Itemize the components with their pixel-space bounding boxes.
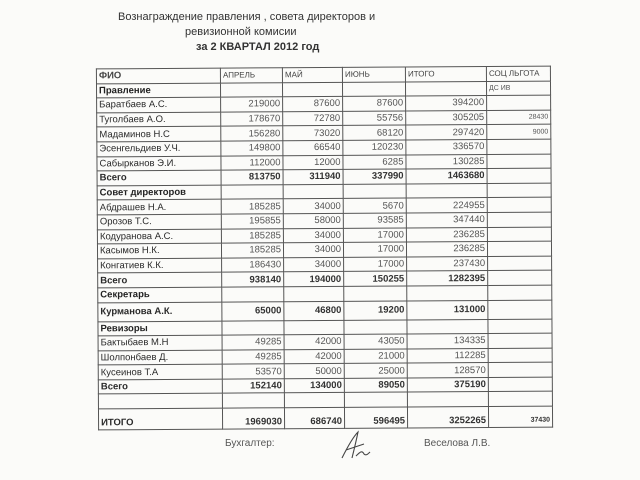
cell-april: 49285	[222, 349, 284, 364]
cell-social-benefit	[488, 319, 552, 334]
cell-june: 19200	[344, 300, 407, 319]
cell-total: 305205	[406, 110, 487, 125]
cell-may: 311940	[283, 170, 343, 185]
cell-may	[282, 82, 342, 97]
cell-total: 237430	[407, 256, 488, 271]
subheader-note: ДС ИВ	[486, 81, 550, 96]
cell-fio: Мадаминов Н.С	[97, 127, 221, 142]
cell-may: 34000	[283, 243, 343, 258]
cell-total: 134335	[407, 334, 488, 349]
cell-may: 34000	[283, 228, 343, 243]
cell-may: 66540	[283, 140, 343, 155]
cell-total: 131000	[407, 300, 488, 319]
cell-fio: Всего	[98, 379, 222, 394]
cell-june: 55756	[343, 111, 406, 126]
cell-total: 1282395	[407, 271, 488, 286]
cell-june	[344, 286, 407, 301]
cell-total	[407, 392, 488, 407]
cell-social-benefit	[487, 241, 551, 256]
cell-fio: Правление	[96, 83, 220, 98]
header-social-benefit: СОЦ ЛЬГОТА	[486, 66, 550, 81]
cell-may: 134000	[284, 378, 344, 393]
cell-social-benefit	[488, 348, 552, 363]
cell-fio: Секретарь	[98, 287, 222, 302]
cell-june: 93585	[343, 213, 406, 228]
cell-fio: Шолпонбаев Д.	[98, 350, 222, 365]
cell-fio: ИТОГО	[98, 408, 222, 430]
cell-april: 1969030	[222, 408, 284, 429]
cell-may: 42000	[284, 334, 344, 349]
cell-april	[222, 393, 284, 408]
remuneration-table	[96, 66, 553, 431]
cell-social-benefit	[488, 256, 552, 271]
cell-june: 150255	[344, 271, 407, 286]
cell-june: 17000	[343, 228, 406, 243]
cell-may: 46800	[284, 301, 344, 320]
cell-total: 375190	[407, 377, 488, 392]
cell-fio: Эсенгельдиев У.Ч.	[97, 141, 221, 156]
cell-may	[283, 184, 343, 199]
cell-june: 17000	[343, 242, 406, 257]
cell-social-benefit	[487, 168, 551, 183]
cell-social-benefit: 28430	[487, 110, 551, 125]
cell-social-benefit	[488, 392, 552, 407]
cell-june: 68120	[343, 125, 406, 140]
cell-fio: Баратбаев А.С.	[97, 97, 221, 112]
cell-may: 58000	[283, 213, 343, 228]
cell-april: 178670	[221, 112, 283, 127]
cell-fio: Совет директоров	[97, 185, 221, 200]
cell-april: 813750	[221, 170, 283, 185]
header-fio: ФИО	[96, 68, 220, 83]
cell-june: 87600	[343, 96, 406, 111]
cell-may: 34000	[283, 199, 343, 214]
cell-fio: Всего	[98, 272, 222, 287]
cell-june: 21000	[344, 349, 407, 364]
cell-may	[284, 286, 344, 301]
cell-total: 112285	[407, 348, 488, 363]
cell-fio: Кодуранова А.С.	[97, 229, 221, 244]
cell-total: 128570	[407, 363, 488, 378]
cell-april: 65000	[222, 301, 284, 320]
cell-june: 5670	[343, 198, 406, 213]
document-title-line-3: за 2 КВАРТАЛ 2012 год	[196, 41, 320, 53]
cell-june: 6285	[343, 155, 406, 170]
cell-fio: Орозов Т.С.	[97, 214, 221, 229]
cell-total: 130285	[406, 154, 487, 169]
cell-april	[222, 287, 284, 302]
cell-june	[344, 392, 407, 407]
cell-total: 347440	[406, 212, 487, 227]
cell-june: 120230	[343, 140, 406, 155]
cell-total: 224955	[406, 198, 487, 213]
cell-social-benefit	[487, 154, 551, 169]
cell-may	[284, 393, 344, 408]
cell-may: 50000	[284, 364, 344, 379]
cell-may	[284, 320, 344, 335]
cell-social-benefit	[488, 300, 552, 319]
cell-fio: Абдрашев Н.А.	[97, 199, 221, 214]
cell-social-benefit	[487, 227, 551, 242]
header-april: АПРЕЛЬ	[220, 68, 282, 83]
cell-april: 185285	[221, 199, 283, 214]
cell-social-benefit	[488, 285, 552, 300]
signature	[336, 428, 376, 464]
cell-social-benefit	[488, 377, 552, 392]
cell-social-benefit	[487, 95, 551, 110]
cell-april: 156280	[221, 126, 283, 141]
document-title-line-2: ревизионной комисии	[185, 26, 297, 38]
cell-june: 89050	[344, 378, 407, 393]
cell-april: 185285	[221, 243, 283, 258]
cell-total	[405, 81, 486, 96]
header-may: МАЙ	[282, 67, 342, 82]
cell-total: 297420	[406, 125, 487, 140]
cell-april: 152140	[222, 379, 284, 394]
cell-june	[343, 184, 406, 199]
header-total: ИТОГО	[405, 67, 486, 82]
cell-april	[221, 185, 283, 200]
cell-april: 53570	[222, 364, 284, 379]
cell-may: 194000	[284, 272, 344, 287]
cell-total: 236285	[406, 227, 487, 242]
cell-social-benefit	[487, 212, 551, 227]
cell-total: 336570	[406, 139, 487, 154]
cell-may: 686740	[284, 407, 344, 428]
cell-april: 186430	[222, 257, 284, 272]
accountant-name: Веселова Л.В.	[424, 438, 491, 449]
cell-total: 1463680	[406, 169, 487, 184]
cell-social-benefit	[488, 362, 552, 377]
cell-fio	[98, 394, 222, 409]
cell-fio: Кусеинов Т.А	[98, 364, 222, 379]
cell-june: 337990	[343, 169, 406, 184]
cell-fio: Касымов Н.К.	[97, 243, 221, 258]
cell-fio: Конгатиев К.К.	[98, 258, 222, 273]
cell-april: 195855	[221, 214, 283, 229]
cell-june	[342, 82, 405, 97]
cell-social-benefit	[488, 270, 552, 285]
cell-june: 25000	[344, 363, 407, 378]
cell-may: 34000	[284, 257, 344, 272]
cell-april	[222, 320, 284, 335]
cell-june	[344, 319, 407, 334]
cell-fio: Сабырканов Э.И.	[97, 156, 221, 171]
cell-total: 3252265	[407, 407, 488, 428]
cell-may: 72780	[283, 111, 343, 126]
cell-june: 17000	[344, 257, 407, 272]
cell-fio: Курманова А.К.	[98, 302, 222, 322]
header-june: ИЮНЬ	[342, 67, 405, 82]
cell-april: 149800	[221, 141, 283, 156]
cell-april: 49285	[222, 335, 284, 350]
cell-total: 236285	[406, 242, 487, 257]
cell-social-benefit: 37430	[488, 406, 552, 427]
cell-social-benefit	[487, 139, 551, 154]
cell-total: 394200	[406, 96, 487, 111]
cell-total	[407, 285, 488, 300]
cell-april: 219000	[221, 97, 283, 112]
cell-social-benefit	[488, 333, 552, 348]
cell-june: 43050	[344, 334, 407, 349]
document-title-line-1: Вознаграждение правления , совета директоров и	[118, 11, 376, 23]
cell-may: 12000	[283, 155, 343, 170]
cell-fio: Туголбаев А.О.	[97, 112, 221, 127]
cell-social-benefit	[487, 183, 551, 198]
cell-social-benefit	[487, 197, 551, 212]
cell-fio: Всего	[97, 170, 221, 185]
cell-april: 938140	[222, 272, 284, 287]
cell-april: 185285	[221, 228, 283, 243]
accountant-label: Бухгалтер:	[225, 438, 275, 449]
cell-april: 112000	[221, 155, 283, 170]
cell-fio: Ревизоры	[98, 321, 222, 336]
cell-total	[406, 183, 487, 198]
cell-may: 73020	[283, 126, 343, 141]
cell-may: 42000	[284, 349, 344, 364]
cell-may: 87600	[283, 97, 343, 112]
total-row	[98, 406, 552, 430]
cell-social-benefit: 9000	[487, 124, 551, 139]
cell-april	[220, 82, 282, 97]
cell-total	[407, 319, 488, 334]
cell-fio: Бактыбаев М.Н	[98, 335, 222, 350]
cell-june: 596495	[344, 407, 407, 428]
